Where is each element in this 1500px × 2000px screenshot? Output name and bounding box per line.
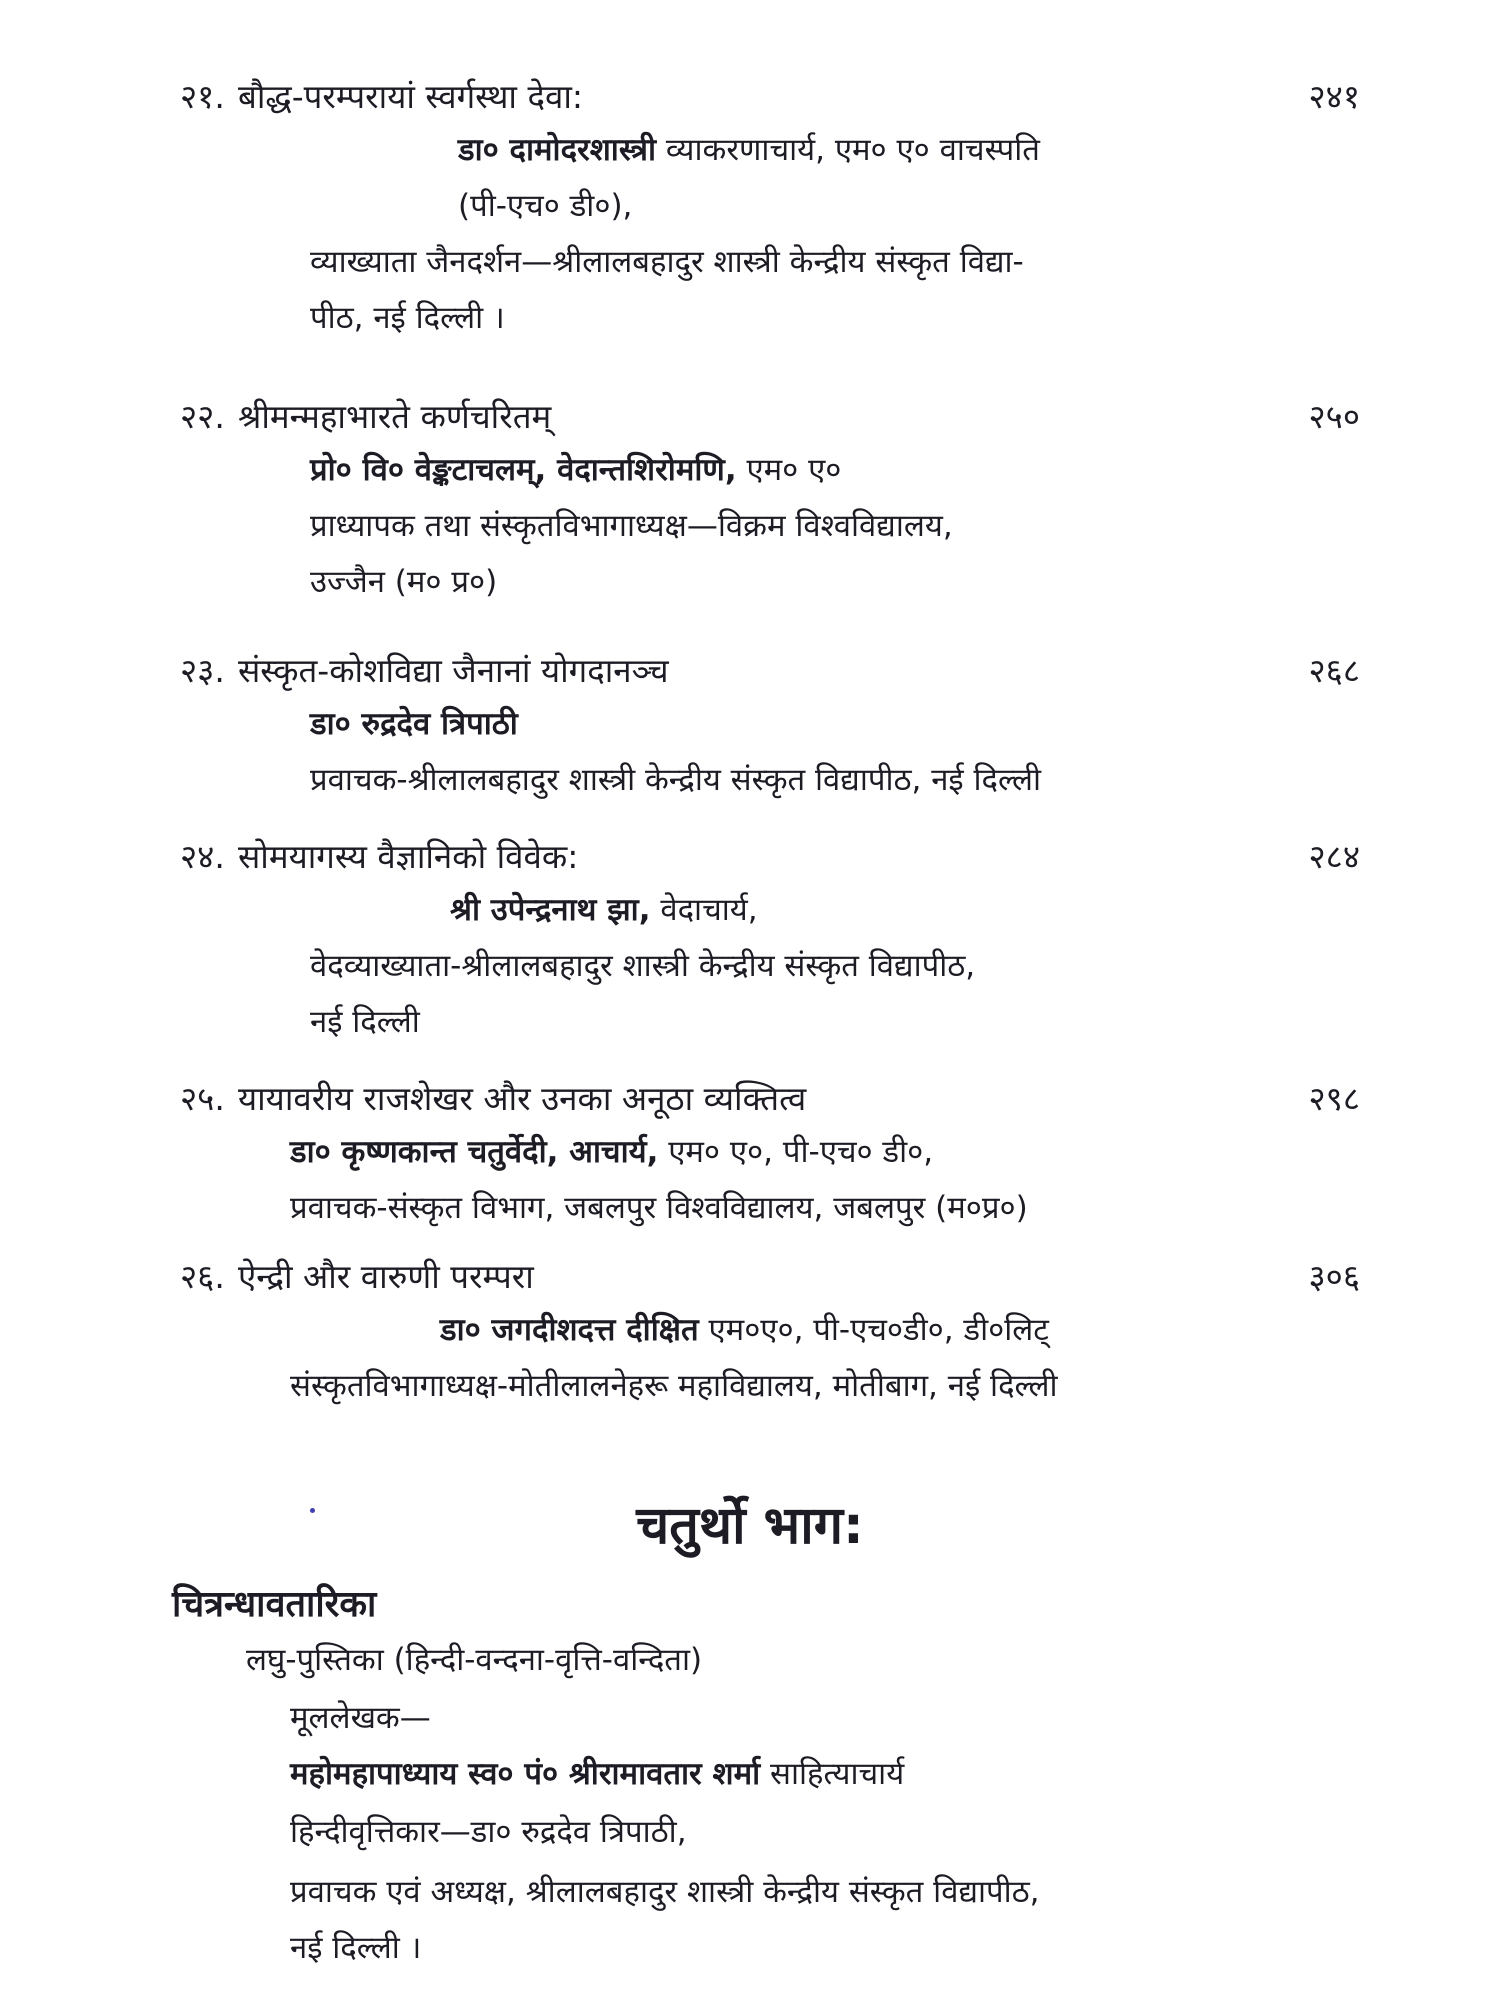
- author-detail-line: पीठ, नई दिल्ली ।: [310, 300, 505, 336]
- entry-author: [180, 882, 1360, 938]
- entry-title: ऐन्द्री और वारुणी परम्परा: [238, 1257, 534, 1296]
- entry-author: [180, 696, 1360, 752]
- page-number: २९८: [1308, 1079, 1360, 1118]
- entry-heading: [180, 1074, 1360, 1124]
- entry-author: [180, 442, 1360, 498]
- booklet-line: लघु-पुस्तिका (हिन्दी-वन्दना-वृत्ति-वन्दिता): [246, 1642, 703, 1678]
- entry-heading: [180, 1252, 1360, 1302]
- entry-title: संस्कृत-कोशविद्या जैनानां योगदानञ्च: [238, 651, 669, 690]
- original-author-name: महोमहापाध्याय स्व० पं० श्रीरामावतार शर्मा: [290, 1756, 761, 1792]
- author-detail-line: (पी-एच० डी०),: [458, 188, 633, 224]
- author-detail-line: उज्जैन (म० प्र०): [310, 564, 498, 600]
- affiliation-line: प्रवाचक एवं अध्यक्ष, श्रीलालबहादुर शास्त्री केन्द्रीय संस्कृत विद्यापीठ,: [290, 1874, 1040, 1910]
- entry-heading: [180, 392, 1360, 442]
- entry-title: बौद्ध-परम्परायां स्वर्गस्था देवा:: [238, 77, 583, 116]
- toc-entry: [180, 1074, 1360, 1236]
- entry-number: २२.: [180, 397, 225, 436]
- author-degrees: एम० ए०: [736, 452, 842, 488]
- author-detail-line: व्याख्याता जैनदर्शन—श्रीलालबहादुर शास्त्री केन्द्रीय संस्कृत विद्या-: [310, 244, 1024, 280]
- author-degrees: एम०ए०, पी-एच०डी०, डी०लिट्: [698, 1312, 1049, 1348]
- entry-number: २४.: [180, 837, 225, 876]
- author-detail-line: संस्कृतविभागाध्यक्ष-मोतीलालनेहरू महाविद्यालय, मोतीबाग, नई दिल्ली: [290, 1368, 1058, 1404]
- author-name: प्रो० वि० वेङ्कटाचलम्, वेदान्तशिरोमणि,: [310, 452, 737, 488]
- entry-number: २३.: [180, 651, 225, 690]
- toc-entry: [180, 392, 1360, 610]
- author-detail-line: नई दिल्ली: [310, 1004, 420, 1040]
- toc-entry: [180, 1252, 1360, 1414]
- author-detail-line: प्रवाचक-संस्कृत विभाग, जबलपुर विश्वविद्यालय, जबलपुर (म०प्र०): [290, 1190, 1028, 1226]
- entry-author: [180, 1124, 1360, 1180]
- entry-number: २६.: [180, 1257, 225, 1296]
- page-number: ३०६: [1308, 1257, 1360, 1296]
- author-degrees: एम० ए०, पी-एच० डी०,: [658, 1134, 934, 1170]
- author-name: डा० कृष्णकान्त चतुर्वेदी, आचार्य,: [290, 1134, 659, 1170]
- page-number: २५०: [1308, 397, 1360, 436]
- toc-entry: [180, 832, 1360, 1050]
- affiliation-line: नई दिल्ली ।: [290, 1930, 422, 1966]
- author-name: श्री उपेन्द्रनाथ झा,: [450, 892, 651, 928]
- author-degrees: वेदाचार्य,: [650, 892, 758, 928]
- original-author: [290, 1748, 904, 1800]
- section-title: चित्रन्धावतारिका: [172, 1584, 377, 1625]
- author-name: डा० रुद्रदेव त्रिपाठी: [310, 706, 518, 742]
- entry-author: [180, 1302, 1360, 1358]
- part-title: चतुर्थो भाग:: [636, 1496, 864, 1556]
- author-detail-line: प्राध्यापक तथा संस्कृतविभागाध्यक्ष—विक्रम विश्वविद्यालय,: [310, 508, 953, 544]
- author-detail-line: प्रवाचक-श्रीलालबहादुर शास्त्री केन्द्रीय संस्कृत विद्यापीठ, नई दिल्ली: [310, 762, 1042, 798]
- commentator-line: हिन्दीवृत्तिकार—डा० रुद्रदेव त्रिपाठी,: [290, 1814, 687, 1850]
- entry-number: २५.: [180, 1079, 225, 1118]
- entry-title: सोमयागस्य वैज्ञानिको विवेक:: [238, 837, 579, 876]
- entry-heading: [180, 832, 1360, 882]
- original-author-label: मूललेखक—: [290, 1700, 431, 1736]
- entry-title: श्रीमन्महाभारते कर्णचरितम्: [238, 397, 552, 436]
- entry-title: यायावरीय राजशेखर और उनका अनूठा व्यक्तित्व: [238, 1079, 807, 1118]
- page-number: २४१: [1308, 77, 1360, 116]
- toc-entry: [180, 646, 1360, 808]
- author-name: डा० दामोदरशास्त्री: [458, 132, 657, 168]
- entry-number: २१.: [180, 77, 225, 116]
- page-number: २८४: [1308, 837, 1360, 876]
- author-degrees: व्याकरणाचार्य, एम० ए० वाचस्पति: [656, 132, 1040, 168]
- entry-heading: [180, 72, 1360, 122]
- author-detail-line: वेदव्याख्याता-श्रीलालबहादुर शास्त्री केन्द्रीय संस्कृत विद्यापीठ,: [310, 948, 976, 984]
- original-author-title: साहित्याचार्य: [760, 1756, 905, 1792]
- author-name: डा० जगदीशदत्त दीक्षित: [440, 1312, 699, 1348]
- page-number: २६८: [1308, 651, 1360, 690]
- entry-author: [180, 122, 1360, 178]
- entry-heading: [180, 646, 1360, 696]
- toc-entry: [180, 72, 1360, 346]
